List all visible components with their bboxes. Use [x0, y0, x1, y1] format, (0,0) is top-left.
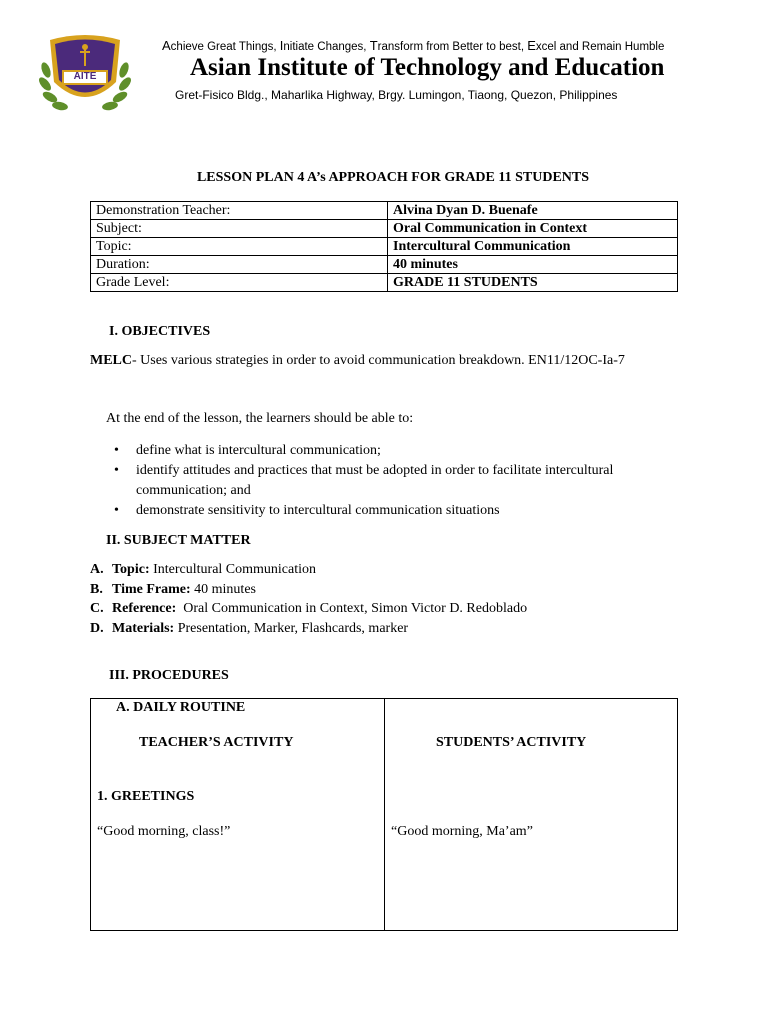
subject-matter-label: Topic:	[112, 562, 150, 577]
info-label: Duration:	[91, 256, 388, 274]
info-row	[91, 202, 678, 220]
info-label: Topic:	[91, 238, 388, 256]
greetings-step: 1. GREETINGS	[97, 789, 195, 804]
info-label: Demonstration Teacher:	[91, 202, 388, 220]
motto-initial: E	[527, 38, 536, 53]
objectives-intro: At the end of the lesson, the learners should be able to:	[106, 411, 414, 426]
subject-matter-item	[112, 601, 527, 617]
column-divider	[384, 699, 385, 930]
objective-item: identify attitudes and practices that must be adopted in order to facilitate intercultural communication; and	[136, 463, 614, 498]
student-greeting: “Good morning, Ma’am”	[391, 824, 533, 839]
bullet-icon: •	[114, 503, 119, 518]
motto-initial: A	[162, 38, 171, 53]
subject-matter-value: 40 minutes	[190, 581, 256, 597]
motto-initial: I	[279, 38, 284, 53]
info-row	[91, 274, 678, 292]
info-value: Intercultural Communication	[388, 238, 678, 256]
melc-label: MELC	[90, 353, 132, 368]
info-value: Alvina Dyan D. Buenafe	[388, 202, 678, 220]
motto	[162, 38, 664, 53]
subject-matter-item	[112, 621, 408, 637]
info-row	[91, 238, 678, 256]
subject-matter-letter: B.	[90, 581, 103, 597]
info-label: Subject:	[91, 220, 388, 238]
students-activity-heading: STUDENTS’ ACTIVITY	[436, 735, 587, 750]
melc-text: - Uses various strategies in order to avoid communication breakdown. EN11/12OC-Ia-7	[132, 353, 625, 368]
daily-routine-heading: A. DAILY ROUTINE	[116, 700, 246, 715]
subject-matter-letter: C.	[90, 601, 104, 616]
procedures-heading: III. PROCEDURES	[109, 668, 229, 683]
institution-address: Gret-Fisico Bldg., Maharlika Highway, Brgy. Lumingon, Tiaong, Quezon, Philippines	[175, 88, 618, 102]
subject-matter-label: Materials:	[112, 620, 175, 636]
subject-matter-value: Presentation, Marker, Flashcards, marker	[174, 620, 409, 636]
info-row	[91, 256, 678, 274]
lesson-plan-title: LESSON PLAN 4 A’s APPROACH FOR GRADE 11 STUDENTS	[196, 170, 590, 185]
teacher-greeting: “Good morning, class!”	[97, 824, 231, 839]
subject-matter-item	[112, 582, 256, 598]
subject-matter-letter: D.	[90, 620, 104, 636]
subject-matter-value: Intercultural Communication	[149, 562, 317, 577]
motto-word: nitiate Changes,	[283, 41, 370, 53]
motto-word: chieve Great Things,	[170, 41, 280, 53]
subject-matter-label: Time Frame:	[112, 581, 191, 597]
subject-matter-item	[112, 562, 316, 578]
info-value: Oral Communication in Context	[388, 220, 678, 238]
motto-word: ransform from Better to best,	[377, 41, 528, 53]
teacher-activity-heading: TEACHER’S ACTIVITY	[139, 735, 294, 750]
objectives-heading: I. OBJECTIVES	[109, 324, 211, 339]
motto-word: xcel and Remain Humble	[535, 41, 665, 53]
info-label: Grade Level:	[91, 274, 388, 292]
motto-initial: T	[369, 38, 378, 53]
lesson-info-table	[90, 201, 678, 292]
info-value: GRADE 11 STUDENTS	[388, 274, 678, 292]
objective-item: define what is intercultural communication;	[136, 443, 381, 458]
subject-matter-heading: II. SUBJECT MATTER	[106, 533, 251, 548]
info-row	[91, 220, 678, 238]
procedures-table	[90, 698, 678, 931]
logo-text: AITE	[73, 71, 97, 82]
institution-name: Asian Institute of Technology and Education	[190, 54, 665, 81]
info-value: 40 minutes	[388, 256, 678, 274]
subject-matter-letter: A.	[90, 562, 104, 577]
bullet-icon: •	[114, 443, 119, 458]
bullet-icon: •	[114, 463, 119, 478]
subject-matter-value: Oral Communication in Context, Simon Victor D. Redoblado	[176, 601, 528, 616]
subject-matter-label: Reference:	[112, 601, 177, 616]
melc-statement	[90, 353, 625, 369]
objective-item: demonstrate sensitivity to intercultural communication situations	[136, 503, 500, 518]
